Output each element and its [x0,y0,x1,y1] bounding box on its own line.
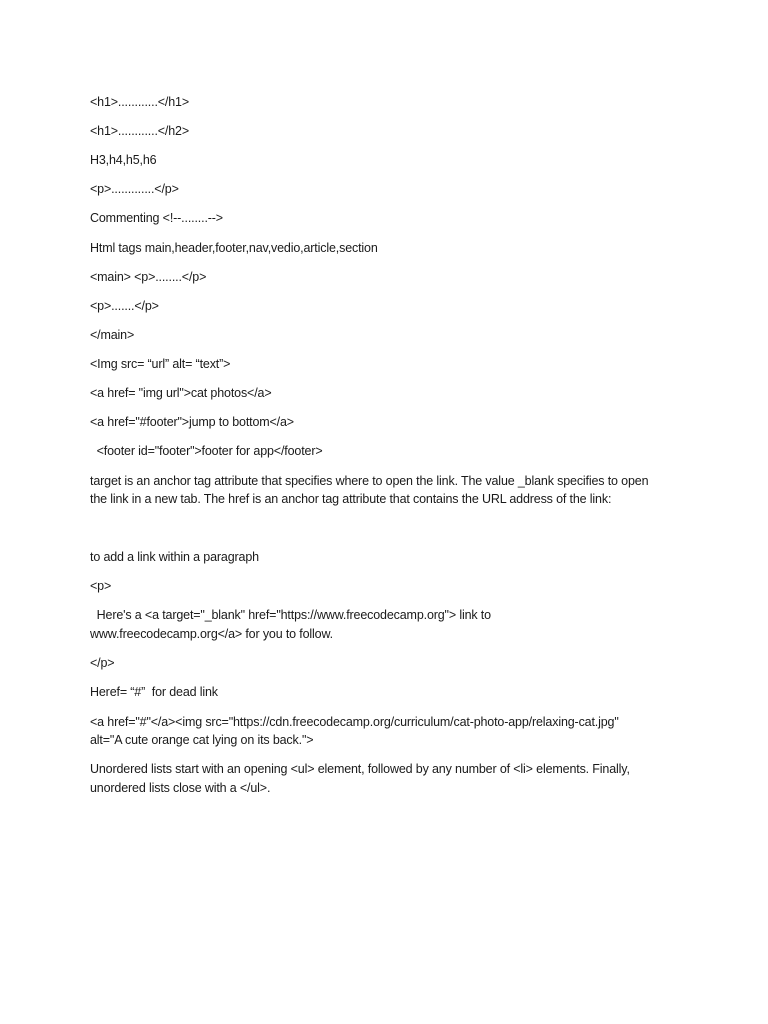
text-line: Commenting <!--........--> [90,211,223,225]
text-line: <h1>............</h1> [90,95,190,109]
text-line: alt="A cute orange cat lying on its back."> [90,733,314,747]
text-line: www.freecodecamp.org</a> for you to follow. [90,627,333,641]
text-line: <h1>............</h2> [90,124,190,138]
text-line: <Img src= “url” alt= “text”> [90,357,231,371]
text-line: the link in a new tab. The href is an anchor tag attribute that contains the URL address of the link: [90,492,612,506]
text-line: unordered lists close with a </ul>. [90,781,271,795]
text-line: <footer id="footer">footer for app</footer> [90,444,323,458]
text-line: <p> [90,579,112,593]
text-line: <p>.............</p> [90,182,179,196]
text-line: Here's a <a target="_blank" href="https://www.freecodecamp.org"> link to [90,608,491,622]
text-line: </p> [90,656,115,670]
text-line: <a href= "img url">cat photos</a> [90,386,272,400]
text-line: Heref= “#” for dead link [90,685,218,699]
text-line: <a href="#footer">jump to bottom</a> [90,415,294,429]
text-line: H3,h4,h5,h6 [90,153,157,167]
text-line: to add a link within a paragraph [90,550,259,564]
text-line: target is an anchor tag attribute that specifies where to open the link. The value _blank specifies to open [90,474,649,488]
text-line: </main> [90,328,135,342]
text-line: <a href="#"</a><img src="https://cdn.freecodecamp.org/curriculum/cat-photo-app/relaxing-cat.jpg" [90,715,619,729]
text-line: <p>.......</p> [90,299,159,313]
text-line: Html tags main,header,footer,nav,vedio,article,section [90,241,378,255]
text-line: Unordered lists start with an opening <ul> element, followed by any number of <li> elements. Finally, [90,762,630,776]
text-line: <main> <p>........</p> [90,270,207,284]
